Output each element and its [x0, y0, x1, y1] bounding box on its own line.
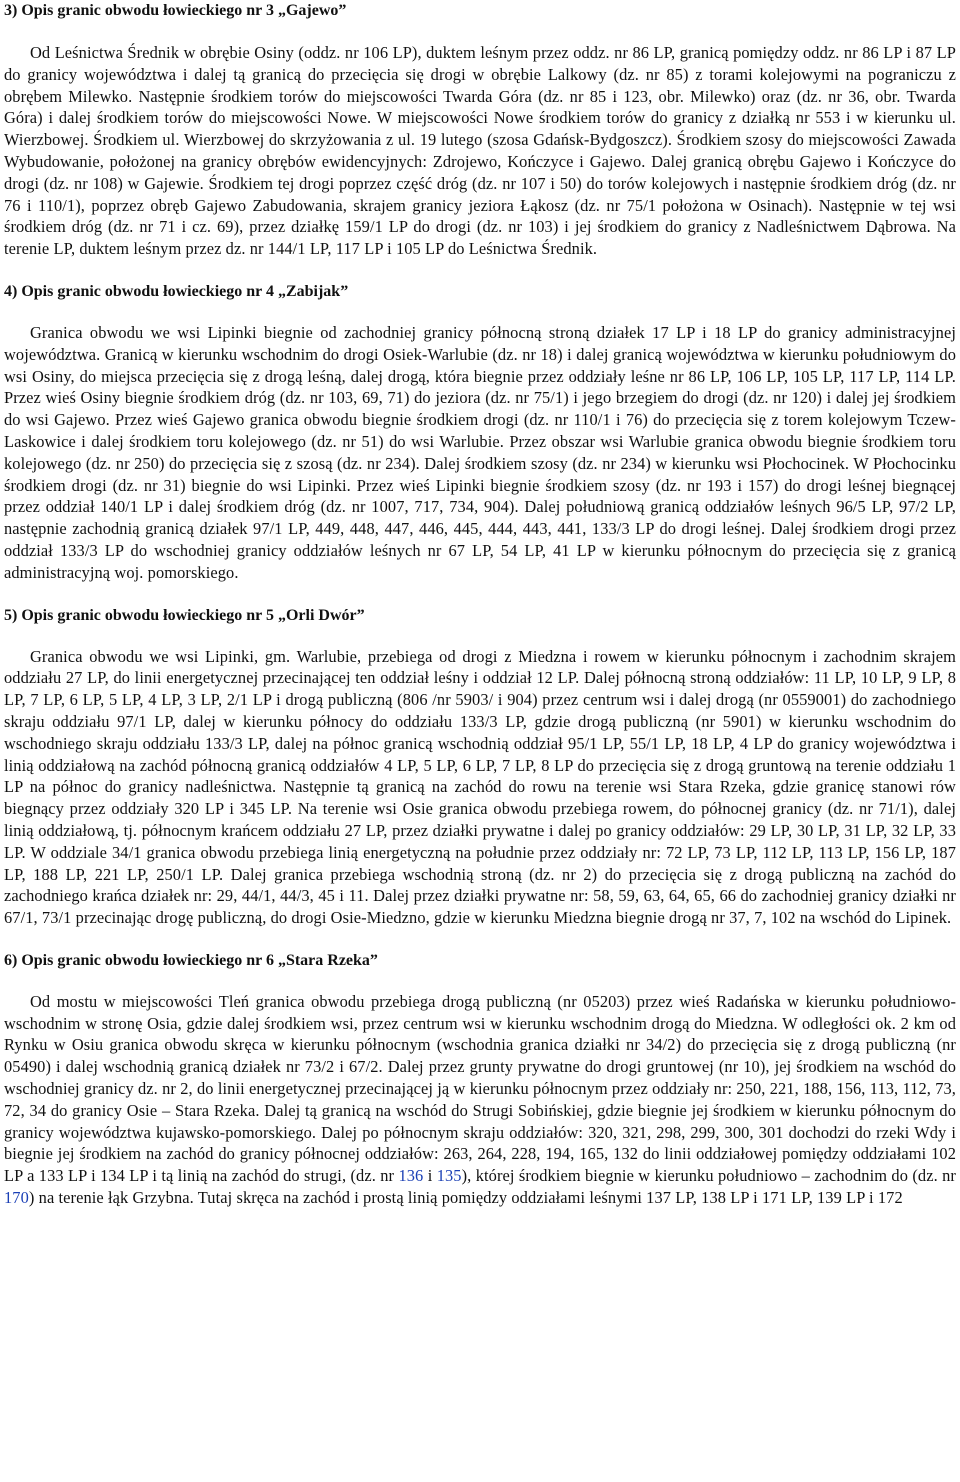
section-heading: 5) Opis granic obwodu łowieckiego nr 5 „Orli Dwór” [4, 606, 365, 624]
section-obwod-6 [4, 950, 956, 1209]
section-obwod-3 [4, 0, 956, 260]
section-obwod-5 [4, 605, 956, 929]
section-paragraph: Od Leśnictwa Średnik w obrębie Osiny (oddz. nr 106 LP), duktem leśnym przez oddz. nr 86 LP, granicą pomiędzy oddz. nr 86 LP i 87 LP do granicy województwa i dalej tą granicą do przecięcia się drogi w obrębie Lalkowy (dz. nr 85) z torami kolejowymi na pograniczu z obrębem Milewko. Następnie środkiem torów do miejscowości Twarda Góra (dz. nr 85 i 123, obr. Milewko) oraz (dz. nr 36, obr. Twarda Góra) i dalej środkiem torów do miejscowości Nowe. W miejscowości Nowe środkiem torów do granicy z działką nr 553 i w kierunku ul. Wierzbowej. Środkiem ul. Wierzbowej do skrzyżowania z ul. 19 lutego (szosa Gdańsk-Bydgoszcz). Środkiem szosy do miejscowości Zawada Wybudowanie, położonej na granicy obrębów ewidencyjnych: Zdrojewo, Kończyce i Gajewo. Dalej granicą obrębu Gajewo i Kończyce do drogi (dz. nr 108) w Gajewie. Środkiem tej drogi poprzez część dróg (dz. nr 107 i 50) do torów kolejowych i następnie środkiem dróg (dz. nr 76 i 110/1), poprzez obręb Gajewo Zabudowania, skrajem granicy jeziora Łąkosz (dz. nr 75/1 położona w Osinach). Następnie w tej wsi środkiem dróg (dz. nr 71 i cz. 69), przez działkę 159/1 LP do drogi (dz. nr 103) i jej środkiem do granicy z Nadleśnictwem Dąbrowa. Na terenie LP, duktem leśnym przez dz. nr 144/1 LP, 117 LP i 105 LP do Leśnictwa Średnik. [4, 43, 956, 259]
paragraph-text: Od mostu w miejscowości Tleń granica obwodu przebiega drogą publiczną (nr 05203) przez wieś Radańska w kierunku południowo-wschodnim w stronę Osia, gdzie dalej środkiem wsi, przez centrum wsi w kierunku wschodnim drogą do Miedzna. W odległości ok. 2 km od Rynku w Osiu granica obwodu skręca w kierunku północnym (wschodnia granica działki nr 34/2) do przecięcia się z drogą publiczną (nr 05490) i dalej wschodnią granicą działek nr 73/2 i 67/2. Dalej przez grunty prywatne do drogi gruntowej (nr 10), jej środkiem na wschód do wschodniej granicy dz. nr 2, do linii energetycznej przecinającej ją w kierunku północnym przez oddziały nr: 250, 221, 188, 156, 113, 112, 73, 72, 34 do granicy Osie – Stara Rzeka. Dalej tą granicą na wschód do Strugi Sobińskiej, gdzie biegnie jej środkiem w kierunku północnym do granicy województwa kujawsko-pomorskiego. Dalej po północnym skraju oddziałów: 320, 321, 298, 299, 300, 301 dochodzi do rzeki Wdy i biegnie jej środkiem na zachód do granicy północnej oddziałów: 263, 264, 228, 194, 165, 132 do linii oddziałowej pomiędzy oddziałami 102 LP a 133 LP i 134 LP i tą linią na zachód do strugi, (dz. nr [4, 991, 956, 1186]
section-paragraph: Granica obwodu we wsi Lipinki, gm. Warlubie, przebiega od drogi z Miedzna i rowem w kierunku północnym i zachodnim skrajem oddziału 27 LP, do linii energetycznej przecinającej ten oddział leśny i oddział 12 LP. Dalej północną stroną oddziałów: 11 LP, 10 LP, 9 LP, 8 LP, 7 LP, 6 LP, 5 LP, 4 LP, 3 LP, 2/1 LP i drogą publiczną (806 /nr 5903/ i 904) przez centrum wsi i dalej drogą (nr 0559001) do zachodniego skraju oddziału 97/1 LP, dalej w kierunku północy do oddziału 133/3 LP, gdzie drogą publiczną (nr 5901) w kierunku wschodnim do wschodniego skraju oddziału 133/3 LP, dalej na północ granicą wschodnią oddział 95/1 LP, 55/1 LP, 18 LP, 4 LP do granicy województwa i linią oddziałową na zachód północną granicą oddziałów 4 LP, 5 LP, 6 LP, 7 LP, 8 LP do przecięcia się z drogą gruntową na terenie oddziału 1 LP na północ do granicy nadleśnictwa. Następnie tą granicą na zachód do rowu na terenie wsi Stara Rzeka, gdzie granicę stanowi rów biegnący przez oddziały 320 LP i 345 LP. Na terenie wsi Osie granica obwodu przebiega rowem, do północnej granicy (dz. nr 71/1), dalej linią oddziałową, tj. północnym krańcem oddziału 27 LP, przez działki prywatne i dalej po granicy oddziałów: 29 LP, 30 LP, 31 LP, 32 LP, 33 LP. W oddziale 34/1 granica obwodu przebiega linią energetyczną na południe przez oddziały nr: 72 LP, 73 LP, 112 LP, 113 LP, 156 LP, 187 LP, 188 LP, 221 LP, 250/1 LP. Dalej granica przebiega wschodnią stroną (dz. nr 2) do przecięcia się z drogą publiczną na zachód do zachodniego krańca działek nr: 29, 44/1, 44/3, 45 i 11. Dalej przez działki prywatne nr: 58, 59, 63, 64, 65, 66 do zachodniej granicy działki nr 67/1, 73/1 przecinając drogę publiczną, do drogi Osie-Miedzno, gdzie w kierunku Miedzna biegnie drogą nr 37, 7, 102 na wschód do Lipinek. [4, 646, 956, 928]
paragraph-text: ) na terenie łąk Grzybna. Tutaj skręca na zachód i prostą linią pomiędzy oddziałami leśnymi 137 LP, 138 LP i 171 LP, 139 LP i 172 [28, 1188, 903, 1208]
section-heading: 4) Opis granic obwodu łowieckiego nr 4 „Zabijak” [4, 282, 349, 300]
section-heading: 6) Opis granic obwodu łowieckiego nr 6 „Stara Rzeka” [4, 951, 378, 969]
section-paragraph: Granica obwodu we wsi Lipinki biegnie od zachodniej granicy północną stroną działek 17 LP i 18 LP do granicy administracyjnej województwa. Granicą w kierunku wschodnim do drogi Osiek-Warlubie (dz. nr 18) i dalej granicą województwa w kierunku południowym do wsi Osiny, do miejsca przecięcia się z drogą leśną, dalej drogą, która biegnie przez oddziały leśne nr 86 LP, 106 LP, 105 LP, 117 LP, 114 LP. Przez wieś Osiny biegnie środkiem dróg (dz. nr 103, 69, 71) do jeziora (dz. nr 75/1) i jego brzegiem do drogi (dz. nr 120) i dalej jej środkiem do wsi Gajewo. Przez wieś Gajewo granica obwodu biegnie środkiem drogi (dz. nr 110/1 i 76) do przecięcia się z torem kolejowym Tczew-Laskowice i dalej środkiem toru kolejowego (dz. nr 51) do wsi Warlubie. Przez obszar wsi Warlubie granica obwodu biegnie środkiem toru kolejowego (dz. nr 250) do przecięcia się z szosą (dz. nr 234). Dalej środkiem szosy (dz. nr 234) w kierunku wsi Płochocinek. W Płochocinku środkiem drogi (dz. nr 31) biegnie do wsi Lipinki. Przez wieś Lipinki biegnie środkiem szosy (dz. nr 193 i 157) do drogi leśnej biegnącej przez oddział 140/1 LP i dalej środkiem dróg (dz. nr 1007, 717, 734, 904). Dalej południową granicą oddziałów leśnych 96/5 LP, 97/2 LP, następnie zachodnią granicą działek 97/1 LP, 449, 448, 447, 446, 445, 444, 443, 441, 133/3 LP do drogi leśnej. Dalej środkiem drogi przez oddział 133/3 LP do wschodniej granicy oddziałów leśnych nr 67 LP, 54 LP, 41 LP w kierunku północnym do przecięcia się z granicą administracyjną woj. pomorskiego. [4, 322, 956, 582]
section-paragraph [4, 991, 956, 1209]
paragraph-text: ), której środkiem biegnie w kierunku południowo – zachodnim do (dz. nr [461, 1166, 956, 1186]
section-obwod-4 [4, 281, 956, 584]
parcel-number: 135 [436, 1166, 462, 1186]
parcel-number: 136 [398, 1166, 424, 1186]
parcel-number: 170 [4, 1188, 29, 1208]
paragraph-text: i [423, 1166, 437, 1186]
section-heading: 3) Opis granic obwodu łowieckiego nr 3 „Gajewo” [4, 2, 347, 19]
